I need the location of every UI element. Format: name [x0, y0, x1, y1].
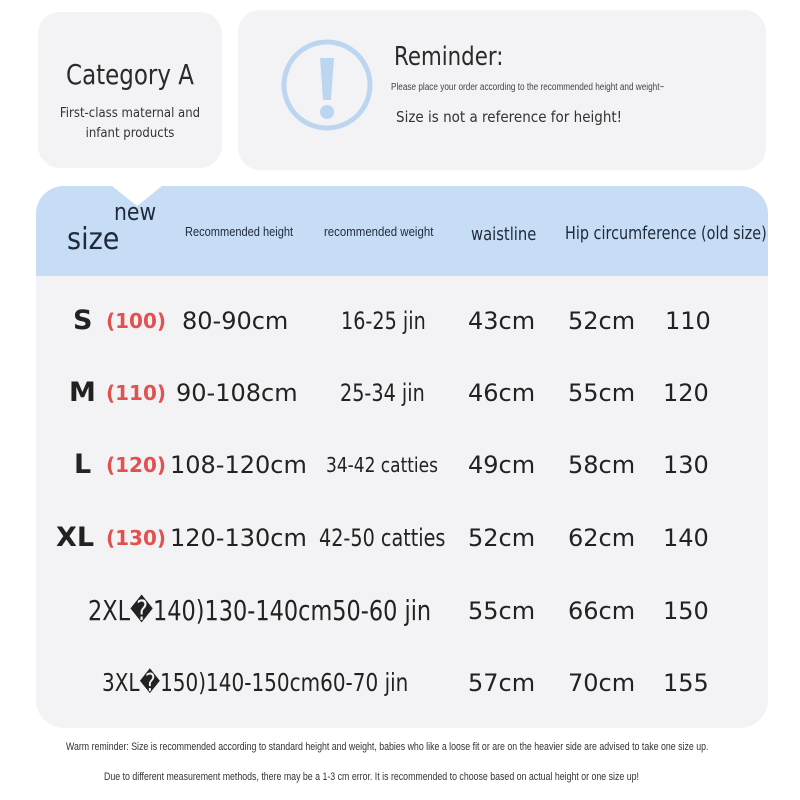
table-row [36, 368, 768, 418]
height-value: 108-120cm [170, 451, 307, 479]
hip-value: 58cm [568, 451, 636, 479]
combined-size-height-weight: 3XL�150)140-150cm60-70 jin [102, 668, 409, 697]
reminder-line-1: Please place your order according to the recommended height and weight~ [391, 82, 665, 93]
size-code: (110) [106, 381, 167, 405]
size-label: XL [56, 522, 95, 553]
footer-measurement-note: Due to different measurement methods, there may be a 1-3 cm error. It is recommended to choose based on actual height or one size up! [104, 771, 639, 783]
category-card [38, 12, 222, 168]
waist-value: 57cm [468, 669, 536, 697]
reminder-line-2: Size is not a reference for height! [396, 108, 623, 126]
waist-value: 46cm [468, 379, 536, 407]
header-new: new [114, 198, 157, 226]
height-value: 120-130cm [170, 524, 307, 552]
waist-value: 52cm [468, 524, 536, 552]
old-size-value: 110 [665, 307, 711, 335]
hip-value: 52cm [568, 307, 636, 335]
waist-value: 55cm [468, 597, 536, 625]
hip-value: 55cm [568, 379, 636, 407]
old-size-value: 140 [663, 524, 709, 552]
combined-size-height-weight: 2XL�140)130-140cm50-60 jin [88, 594, 432, 627]
old-size-value: 150 [663, 597, 709, 625]
weight-value: 25-34 jin [340, 379, 425, 407]
waist-value: 49cm [468, 451, 536, 479]
header-hip-circumference: Hip circumference (old size) [565, 223, 767, 244]
header-waistline: waistline [471, 224, 537, 245]
size-table [36, 186, 768, 728]
size-label: L [74, 449, 92, 480]
table-row [36, 440, 768, 490]
weight-value: 34-42 catties [326, 453, 438, 477]
height-value: 90-108cm [176, 379, 298, 407]
hip-value: 66cm [568, 597, 636, 625]
reminder-title: Reminder: [394, 42, 504, 72]
size-code: (130) [106, 526, 167, 550]
table-row [36, 658, 768, 708]
category-title: Category A [66, 58, 194, 91]
waist-value: 43cm [468, 307, 536, 335]
old-size-value: 155 [663, 669, 709, 697]
weight-value: 16-25 jin [341, 307, 426, 335]
size-code: (100) [106, 309, 167, 333]
category-subtitle: First-class maternal and infant products [59, 106, 201, 141]
header-notch [112, 186, 162, 206]
old-size-value: 120 [663, 379, 709, 407]
weight-value: 42-50 catties [319, 524, 446, 552]
hip-value: 70cm [568, 669, 636, 697]
footer-warm-reminder: Warm reminder: Size is recommended according to standard height and weight, babies who like a loose fit or are on the heavier side are advised to take one size up. [66, 741, 709, 753]
hip-value: 62cm [568, 524, 636, 552]
size-label: S [73, 305, 93, 336]
header-recommended-weight: recommended weight [324, 224, 434, 239]
header-recommended-height: Recommended height [185, 224, 294, 239]
height-value: 80-90cm [182, 307, 289, 335]
old-size-value: 130 [663, 451, 709, 479]
size-label: M [69, 377, 96, 408]
header-size: size [67, 222, 120, 257]
exclamation-circle-icon [280, 38, 374, 132]
size-code: (120) [106, 453, 167, 477]
table-row [36, 296, 768, 346]
table-row [36, 586, 768, 636]
reminder-card [238, 10, 766, 170]
table-row [36, 513, 768, 563]
